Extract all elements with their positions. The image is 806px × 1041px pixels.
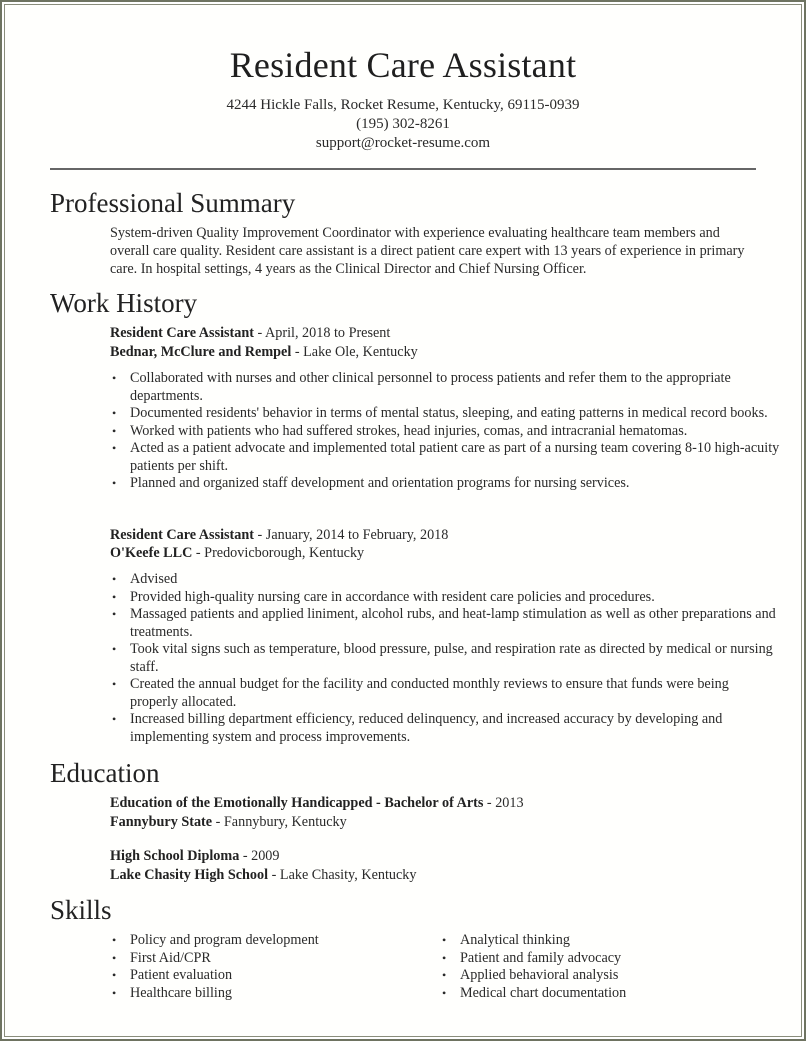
list-item: • Massaged patients and applied liniment, alcohol rubs, and heat-lamp stimulation as well as other preparations and treatments. bbox=[130, 606, 780, 641]
skill-item: • Applied behavioral analysis bbox=[460, 967, 626, 985]
contact-email: support@rocket-resume.com bbox=[315, 135, 491, 151]
job-2-bullets bbox=[110, 571, 780, 746]
list-item: • Advised bbox=[130, 571, 780, 589]
contact-phone: (195) 302-8261 bbox=[356, 116, 450, 132]
edu-2-school: Lake Chasity High School bbox=[110, 867, 269, 883]
skills-right-column bbox=[440, 932, 626, 1002]
list-item: • Created the annual budget for the facility and conducted monthly reviews to ensure that funds were being properly allocated. bbox=[130, 676, 780, 711]
edu-1-school-line bbox=[110, 814, 347, 831]
job-2-location: - Predovicborough, Kentucky bbox=[192, 545, 365, 561]
edu-2-school-line bbox=[110, 867, 416, 884]
skill-item: • First Aid/CPR bbox=[130, 950, 319, 968]
list-item: • Worked with patients who had suffered strokes, head injuries, comas, and intracranial hematomas. bbox=[130, 423, 780, 441]
skill-item: • Patient evaluation bbox=[130, 967, 319, 985]
edu-1-location: - Fannybury, Kentucky bbox=[212, 814, 347, 830]
work-history-heading: Work History bbox=[50, 288, 198, 318]
summary-text: System-driven Quality Improvement Coordinator with experience evaluating healthcare team members and overall care quality. Resident care assistant is a direct patient care expert with 13 years of experience in primary care. In hospital settings, 4 years as the Clinical Director and Chief Nursing Officer. bbox=[110, 225, 745, 277]
edu-1-degree: Education of the Emotionally Handicapped - Bachelor of Arts bbox=[110, 795, 484, 811]
list-item: • Planned and organized staff development and orientation programs for nursing services. bbox=[130, 475, 780, 493]
skill-item: • Healthcare billing bbox=[130, 985, 319, 1003]
job-2-company-line bbox=[110, 545, 364, 562]
list-item: • Collaborated with nurses and other clinical personnel to process patients and refer them to the appropriate departments. bbox=[130, 370, 780, 405]
job-1-bullets bbox=[110, 370, 780, 493]
list-item: • Increased billing department efficiency, reduced delinquency, and increased accuracy by developing and implementing system and process improvements. bbox=[130, 711, 780, 746]
edu-2-degree-line bbox=[110, 848, 280, 865]
edu-2-location: - Lake Chasity, Kentucky bbox=[268, 867, 417, 883]
summary-heading: Professional Summary bbox=[50, 188, 296, 218]
job-1-company: Bednar, McClure and Rempel bbox=[110, 344, 292, 360]
job-1-role: Resident Care Assistant bbox=[110, 325, 254, 341]
list-item: • Acted as a patient advocate and implemented total patient care as part of a nursing team covering 8-10 high-acuity patients per shift. bbox=[130, 440, 780, 475]
edu-2-degree: High School Diploma bbox=[110, 848, 240, 864]
skills-left-column bbox=[110, 932, 319, 1002]
job-1-dates: - April, 2018 to Present bbox=[253, 325, 391, 341]
resume-name: Resident Care Assistant bbox=[229, 45, 577, 85]
job-1-company-line bbox=[110, 344, 418, 361]
education-heading: Education bbox=[50, 758, 160, 788]
job-1-location: - Lake Ole, Kentucky bbox=[291, 344, 418, 360]
edu-1-year: - 2013 bbox=[483, 795, 524, 811]
edu-1-degree-line bbox=[110, 795, 524, 812]
job-1-title-line bbox=[110, 325, 390, 342]
job-2-role: Resident Care Assistant bbox=[110, 527, 254, 543]
job-2-title-line bbox=[110, 527, 448, 544]
skill-item: • Policy and program development bbox=[130, 932, 319, 950]
contact-address: 4244 Hickle Falls, Rocket Resume, Kentucky, 69115-0939 bbox=[226, 97, 580, 113]
edu-2-year: - 2009 bbox=[239, 848, 280, 864]
list-item: • Provided high-quality nursing care in accordance with resident care policies and procedures. bbox=[130, 589, 780, 607]
job-2-company: O'Keefe LLC bbox=[110, 545, 193, 561]
job-2-dates: - January, 2014 to February, 2018 bbox=[253, 527, 449, 543]
skill-item: • Patient and family advocacy bbox=[460, 950, 626, 968]
skills-heading: Skills bbox=[50, 895, 112, 925]
header-divider bbox=[50, 168, 756, 170]
list-item: • Documented residents' behavior in terms of mental status, sleeping, and eating patterns in medical record books. bbox=[130, 405, 780, 423]
skill-item: • Medical chart documentation bbox=[460, 985, 626, 1003]
edu-1-school: Fannybury State bbox=[110, 814, 213, 830]
list-item: • Took vital signs such as temperature, blood pressure, pulse, and respiration rate as directed by medical or nursing staff. bbox=[130, 641, 780, 676]
skill-item: • Analytical thinking bbox=[460, 932, 626, 950]
